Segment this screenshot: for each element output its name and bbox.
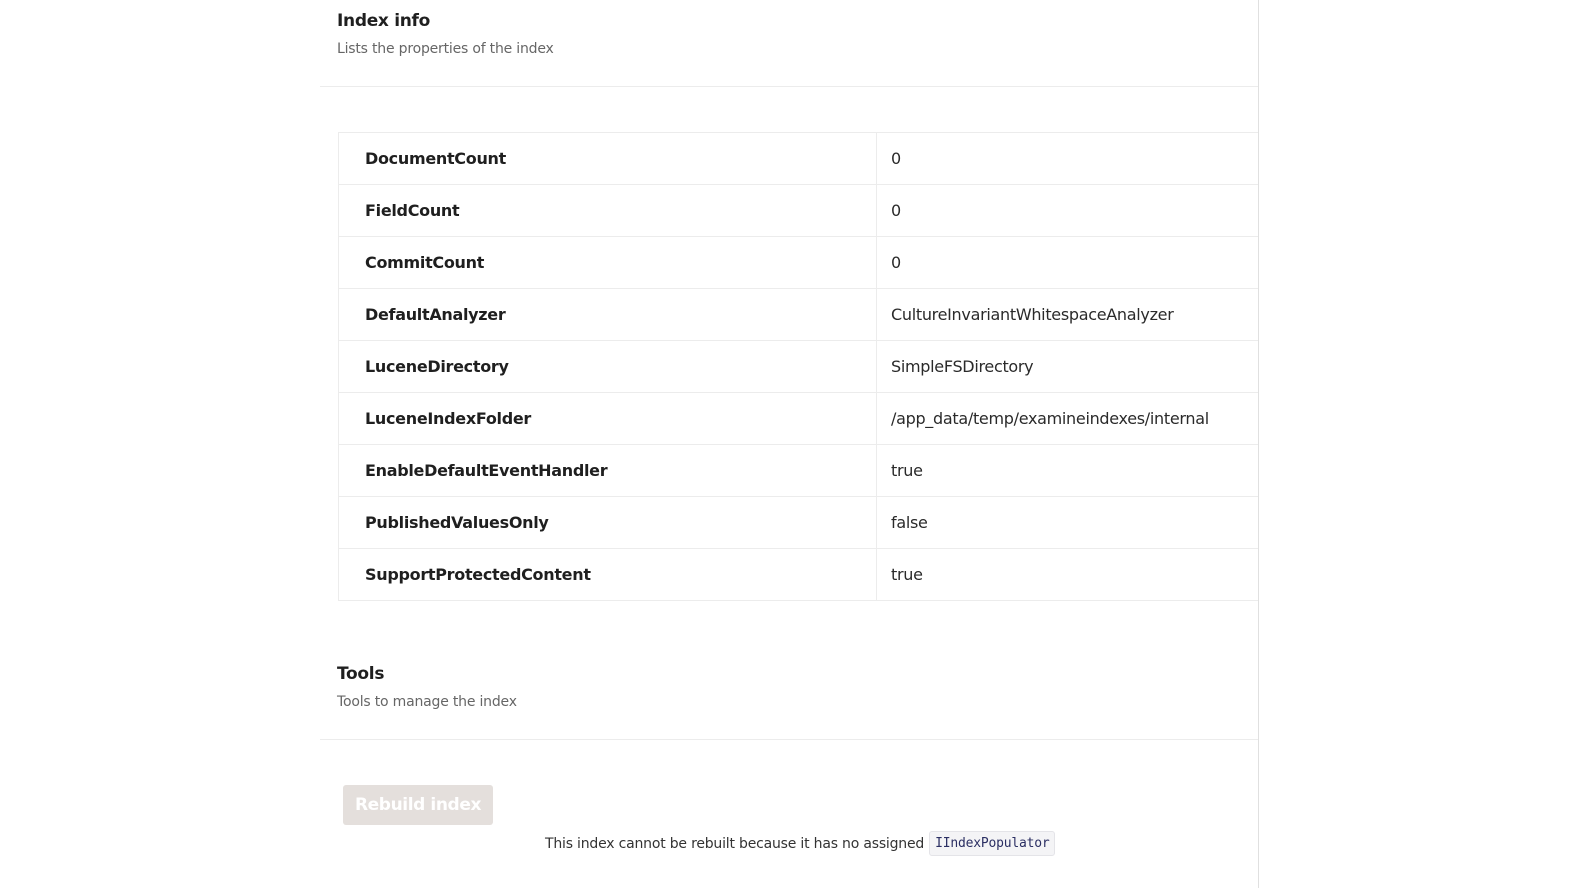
property-key: LuceneIndexFolder bbox=[339, 393, 877, 445]
index-info-header bbox=[320, 11, 554, 57]
property-value: /app_data/temp/examineindexes/internal bbox=[877, 393, 1259, 445]
index-info-description: Lists the properties of the index bbox=[337, 41, 554, 57]
index-info-title: Index info bbox=[337, 11, 431, 31]
table-row bbox=[339, 549, 1259, 601]
table-row bbox=[339, 445, 1259, 497]
table-row bbox=[339, 497, 1259, 549]
property-value: true bbox=[877, 445, 1259, 497]
table-row bbox=[339, 393, 1259, 445]
property-value: SimpleFSDirectory bbox=[877, 341, 1259, 393]
property-key: FieldCount bbox=[339, 185, 877, 237]
property-key: DefaultAnalyzer bbox=[339, 289, 877, 341]
property-value: 0 bbox=[891, 149, 901, 168]
property-key: CommitCount bbox=[339, 237, 877, 289]
table-row bbox=[339, 237, 1259, 289]
tools-description: Tools to manage the index bbox=[337, 694, 517, 710]
property-key: DocumentCount bbox=[339, 133, 877, 185]
table-row bbox=[339, 289, 1259, 341]
section-divider bbox=[320, 739, 1258, 740]
index-properties-table bbox=[338, 132, 1258, 601]
property-key: EnableDefaultEventHandler bbox=[339, 445, 877, 497]
tools-title: Tools bbox=[337, 664, 385, 684]
rebuild-index-button[interactable]: Rebuild index bbox=[343, 785, 493, 825]
property-key: SupportProtectedContent bbox=[339, 549, 877, 601]
tools-header bbox=[320, 664, 517, 710]
index-detail-panel bbox=[320, 0, 1259, 888]
note-text: This index cannot be rebuilt because it has no assigned bbox=[545, 835, 925, 852]
property-value: CultureInvariantWhitespaceAnalyzer bbox=[877, 289, 1259, 341]
table-row bbox=[339, 341, 1259, 393]
property-value: 0 bbox=[877, 185, 1259, 237]
property-value: false bbox=[877, 497, 1259, 549]
table-row bbox=[339, 185, 1259, 237]
property-value: true bbox=[877, 549, 1259, 601]
property-key: LuceneDirectory bbox=[339, 341, 877, 393]
populator-code: IIndexPopulator bbox=[929, 831, 1055, 856]
section-divider bbox=[320, 86, 1258, 87]
table-row bbox=[339, 133, 1259, 185]
property-key: PublishedValuesOnly bbox=[339, 497, 877, 549]
rebuild-disabled-note bbox=[545, 831, 1055, 856]
property-value: 0 bbox=[877, 237, 1259, 289]
